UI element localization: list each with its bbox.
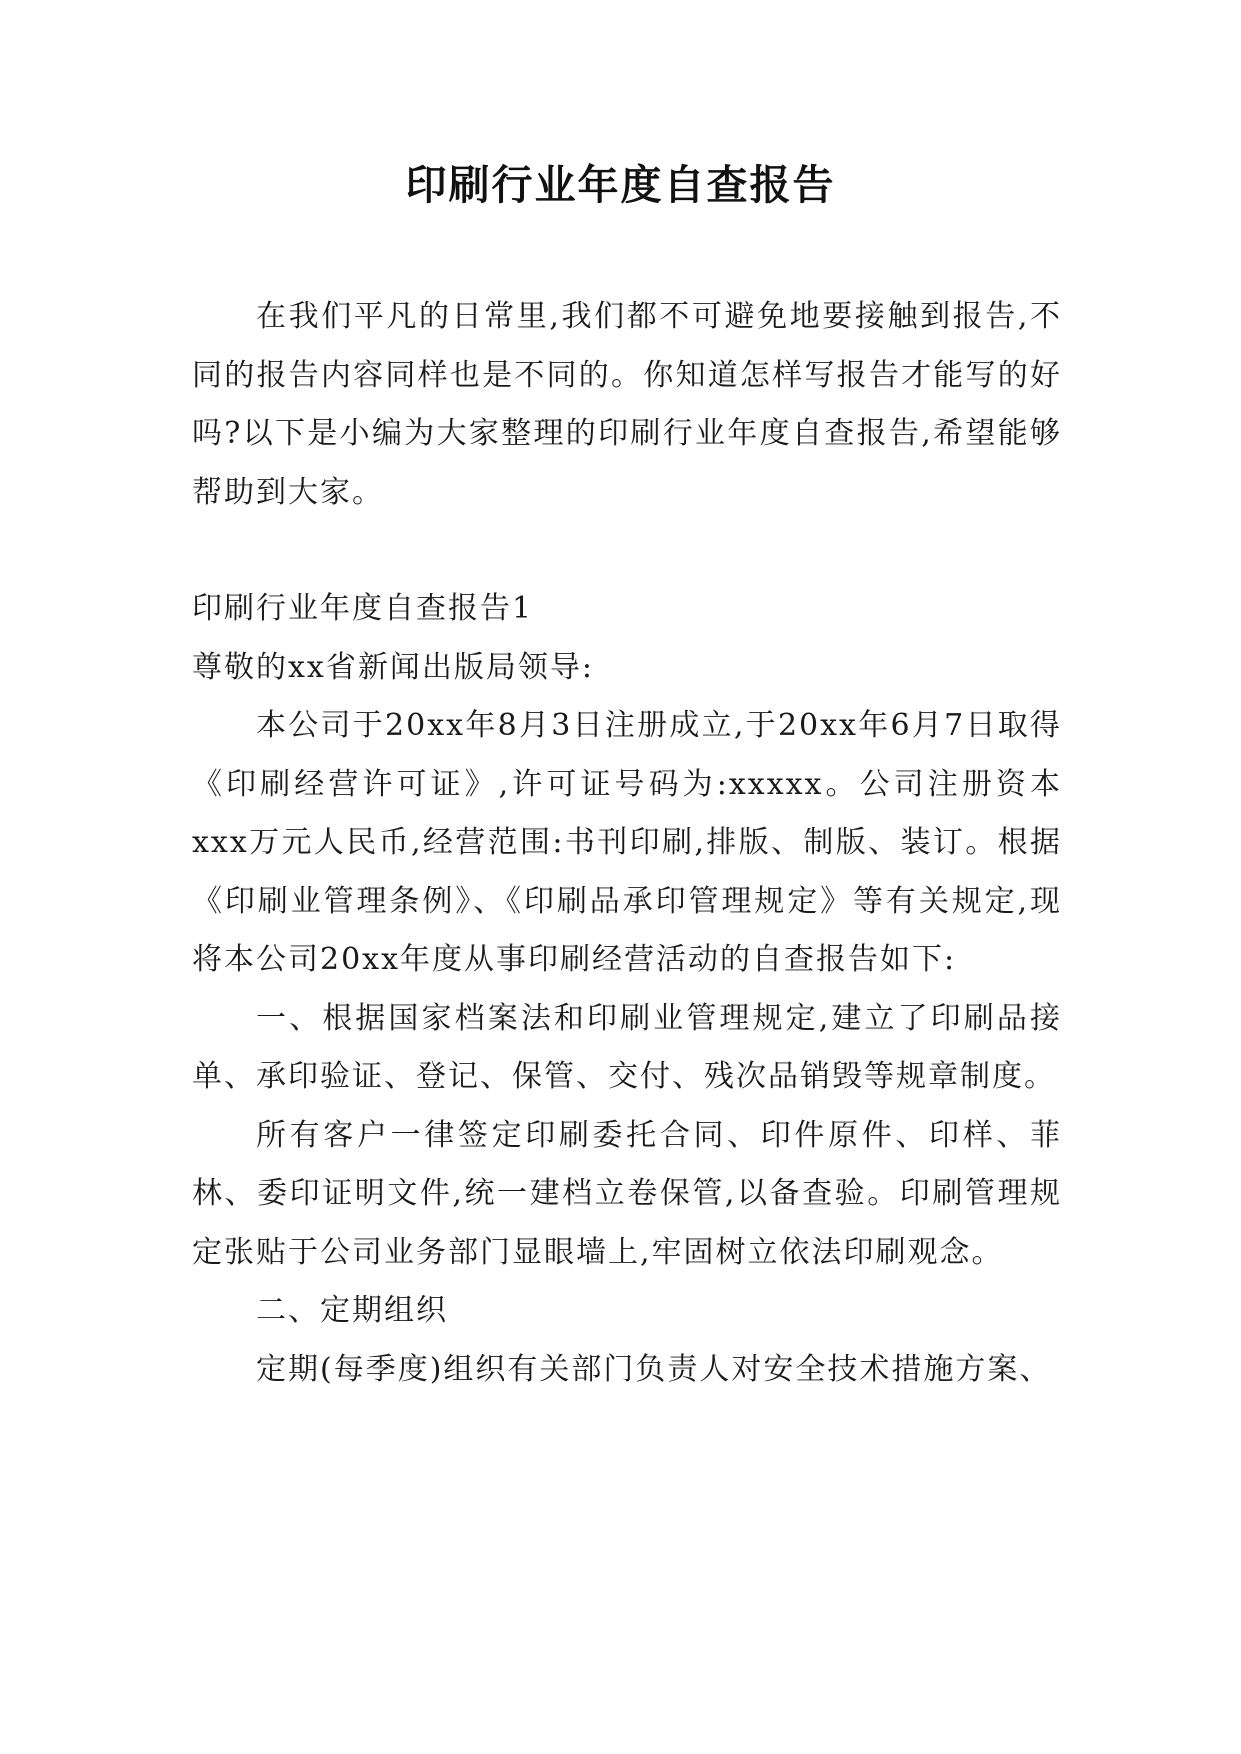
paragraph-item-two: 二、定期组织 (256, 1293, 448, 1328)
paragraph-item-one: 一、根据国家档案法和印刷业管理规定,建立了印刷品接单、承印验证、登记、保管、交付、残次品销毁等规章制度。 (192, 1000, 1062, 1094)
paragraph-registration: 本公司于20xx年8月3日注册成立,于20xx年6月7日取得《印刷经营许可证》,许可证号码为:xxxxx。公司注册资本xxx万元人民币,经营范围:书刊印刷,排版、制版、装订。根据《印刷业管理条例》、《印刷品承印管理规定》等有关规定,现将本公司20xx年度从事印刷经营活动的自查报告如下: (192, 708, 1062, 977)
document-body (192, 288, 1062, 1399)
section-heading: 印刷行业年度自查报告1 (192, 591, 534, 626)
paragraph-periodic: 定期(每季度)组织有关部门负责人对安全技术措施方案、 (256, 1351, 1052, 1387)
paragraph-clients: 所有客户一律签定印刷委托合同、印件原件、印样、菲林、委印证明文件,统一建档立卷保管,以备查验。印刷管理规定张贴于公司业务部门显眼墙上,牢固树立依法印刷观念。 (192, 1117, 1062, 1270)
intro-paragraph: 在我们平凡的日常里,我们都不可避免地要接触到报告,不同的报告内容同样也是不同的。你知道怎样写报告才能写的好吗?以下是小编为大家整理的印刷行业年度自查报告,希望能够帮助到大家。 (192, 299, 1062, 510)
salutation: 尊敬的xx省新闻出版局领导: (192, 649, 594, 685)
document-title: 印刷行业年度自查报告 (405, 161, 836, 209)
